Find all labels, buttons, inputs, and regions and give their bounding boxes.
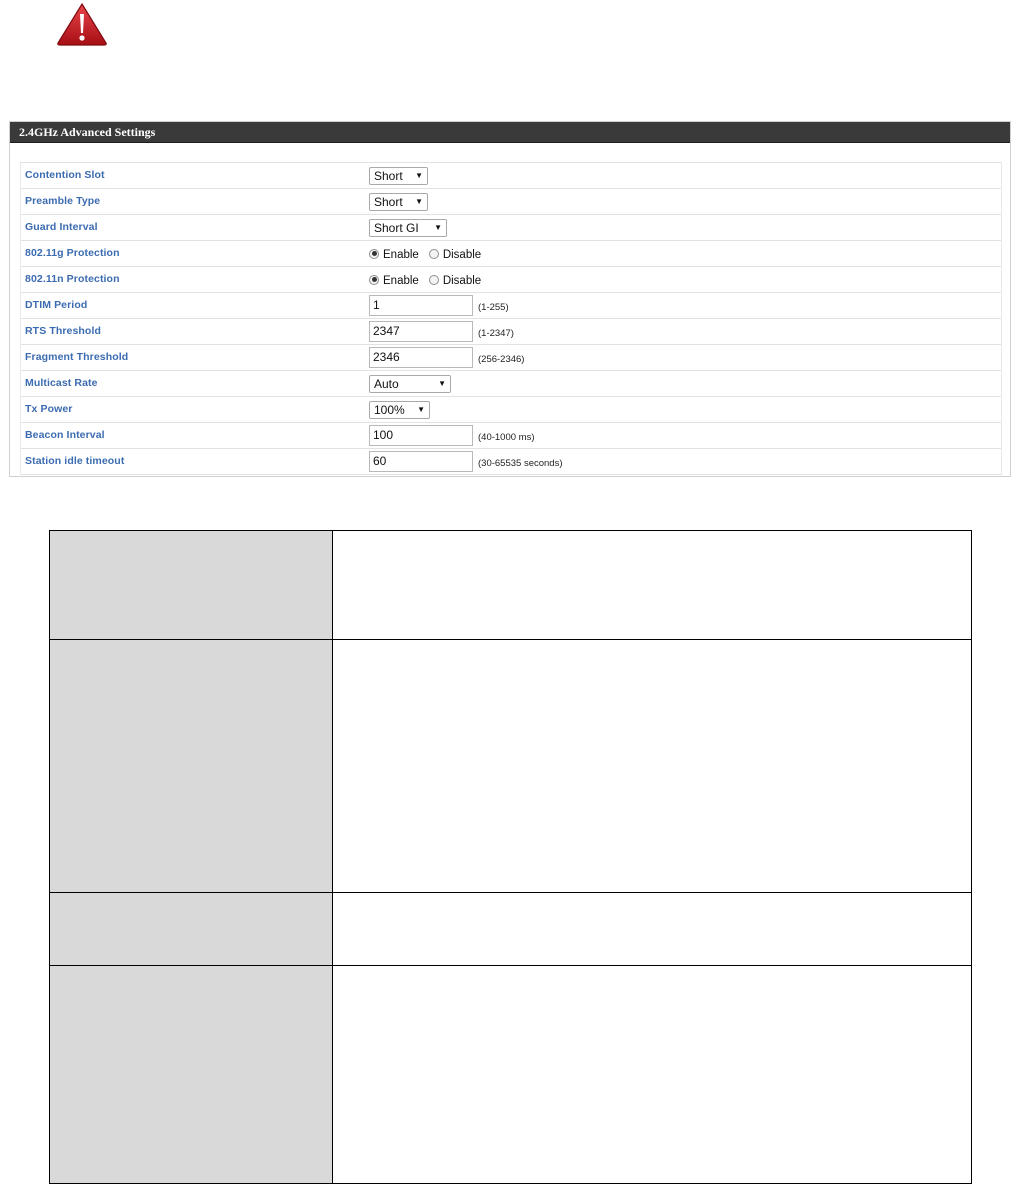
setting-row-dtim-period <box>21 293 1001 319</box>
table-key-cell <box>50 531 333 640</box>
setting-row-tx-power <box>21 397 1001 423</box>
radio-label: Enable <box>383 274 419 287</box>
setting-label: Guard Interval <box>25 221 98 233</box>
radio-label: Enable <box>383 248 419 261</box>
setting-row-80211g-protection <box>21 241 1001 267</box>
setting-label: Tx Power <box>25 403 73 415</box>
fragment-threshold-input[interactable]: 2346 <box>369 347 473 368</box>
table-value-cell <box>333 893 972 966</box>
table-key-cell <box>50 640 333 893</box>
setting-row-station-idle-timeout <box>21 449 1001 475</box>
setting-label: Preamble Type <box>25 195 101 207</box>
advanced-settings-panel <box>9 121 1011 477</box>
setting-label: 802.11g Protection <box>25 247 120 259</box>
description-table <box>49 530 972 1184</box>
range-hint: (256-2346) <box>478 354 525 365</box>
select-value: Short <box>374 194 403 209</box>
range-hint: (30-65535 seconds) <box>478 458 563 469</box>
g-protection-disable-radio[interactable] <box>429 249 439 259</box>
table-row <box>50 531 972 640</box>
setting-label: Contention Slot <box>25 169 105 181</box>
setting-label: Multicast Rate <box>25 377 98 389</box>
radio-label: Disable <box>442 274 482 287</box>
dtim-period-input[interactable]: 1 <box>369 295 473 316</box>
preamble-type-select[interactable] <box>369 193 428 211</box>
select-value: 100% <box>374 402 405 417</box>
chevron-down-icon: ▼ <box>415 171 423 180</box>
setting-row-80211n-protection <box>21 267 1001 293</box>
select-value: Short <box>374 168 403 183</box>
multicast-rate-select[interactable] <box>369 375 451 393</box>
setting-row-beacon-interval <box>21 423 1001 449</box>
tx-power-select[interactable] <box>369 401 430 419</box>
table-row <box>50 893 972 966</box>
setting-row-fragment-threshold <box>21 345 1001 371</box>
setting-row-contention-slot <box>21 163 1001 189</box>
setting-label: Beacon Interval <box>25 429 105 441</box>
range-hint: (1-255) <box>478 302 509 313</box>
chevron-down-icon: ▼ <box>415 197 423 206</box>
setting-row-rts-threshold <box>21 319 1001 345</box>
setting-row-multicast-rate <box>21 371 1001 397</box>
setting-label: RTS Threshold <box>25 325 101 337</box>
table-value-cell <box>333 640 972 893</box>
range-hint: (1-2347) <box>478 328 514 339</box>
setting-row-guard-interval <box>21 215 1001 241</box>
table-key-cell <box>50 966 333 1184</box>
station-idle-timeout-input[interactable]: 60 <box>369 451 473 472</box>
chevron-down-icon: ▼ <box>438 379 446 388</box>
rts-threshold-input[interactable]: 2347 <box>369 321 473 342</box>
setting-label: DTIM Period <box>25 299 88 311</box>
settings-table <box>20 162 1002 475</box>
table-row <box>50 640 972 893</box>
n-protection-enable-radio[interactable] <box>369 275 379 285</box>
beacon-interval-input[interactable]: 100 <box>369 425 473 446</box>
range-hint: (40-1000 ms) <box>478 432 535 443</box>
setting-row-preamble-type <box>21 189 1001 215</box>
guard-interval-select[interactable] <box>369 219 447 237</box>
panel-title: 2.4GHz Advanced Settings <box>10 122 1010 143</box>
setting-label: Station idle timeout <box>25 455 125 467</box>
setting-label: Fragment Threshold <box>25 351 129 363</box>
table-value-cell <box>333 531 972 640</box>
contention-slot-select[interactable] <box>369 167 428 185</box>
table-key-cell <box>50 893 333 966</box>
table-row <box>50 966 972 1184</box>
table-value-cell <box>333 966 972 1184</box>
n-protection-disable-radio[interactable] <box>429 275 439 285</box>
warning-triangle-icon <box>56 2 108 46</box>
chevron-down-icon: ▼ <box>417 405 425 414</box>
select-value: Short GI <box>374 220 419 235</box>
chevron-down-icon: ▼ <box>434 223 442 232</box>
setting-label: 802.11n Protection <box>25 273 120 285</box>
g-protection-enable-radio[interactable] <box>369 249 379 259</box>
radio-label: Disable <box>442 248 482 261</box>
select-value: Auto <box>374 376 399 391</box>
